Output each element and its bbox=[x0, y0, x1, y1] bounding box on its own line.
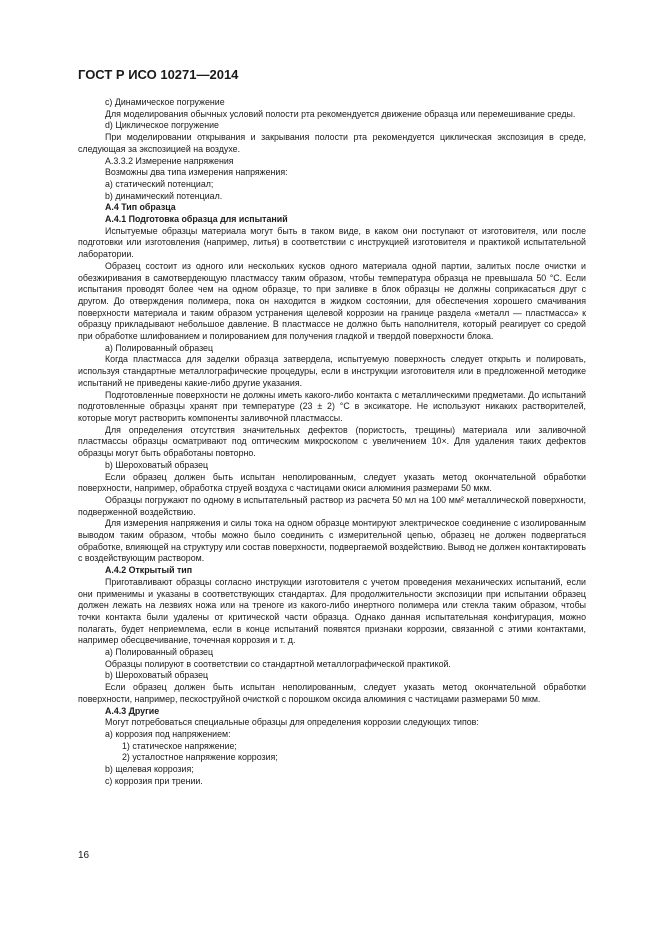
paragraph: Для моделирования обычных условий полости рта рекомендуется движение образца или перемешивание среды. bbox=[105, 108, 576, 119]
list-item: 2) усталостное напряжение коррозия; bbox=[122, 752, 278, 763]
section-heading: А.4.1 Подготовка образца для испытаний bbox=[105, 214, 288, 225]
paragraph: Если образец должен быть испытан неполированным, следует указать метод окончательной обработки поверхности, например, обработка струей воздуха с частицами окиси алюминия размерами 50 мкм. bbox=[78, 471, 586, 494]
paragraph: Возможны два типа измерения напряжения: bbox=[105, 167, 288, 178]
list-item: a) коррозия под напряжением: bbox=[105, 728, 231, 739]
document-body bbox=[78, 97, 586, 787]
list-item: b) Шероховатый образец bbox=[105, 459, 209, 470]
paragraph: Образцы полируют в соответствии со стандартной металлографической практикой. bbox=[105, 658, 451, 669]
list-item: c) коррозия при трении. bbox=[105, 775, 203, 786]
list-item: b) динамический потенциал. bbox=[105, 190, 223, 201]
paragraph: Когда пластмасса для заделки образца затвердела, испытуемую поверхность следует открыть и полировать, используя стандартные металлографические процедуры, если в инструкции изготовителя или в предложенной методике испытаний не приведены какие-либо другие указания. bbox=[78, 354, 586, 388]
list-item: b) щелевая коррозия; bbox=[105, 764, 194, 775]
standard-title: ГОСТ Р ИСО 10271—2014 bbox=[78, 67, 239, 82]
paragraph: Подготовленные поверхности не должны иметь какого-либо контакта с металлическими предметами. До испытаний подготовленные образцы хранят при температуре (23 ± 2) °С в эксикаторе. Не используют никаких растворителей, которые могут растворить компоненты заливочной пластмассы. bbox=[78, 389, 586, 423]
paragraph: При моделировании открывания и закрывания полости рта рекомендуется циклическая экспозиция в среде, следующая за экспозицией на воздухе. bbox=[78, 132, 586, 154]
paragraph: Приготавливают образцы согласно инструкции изготовителя с учетом проведения механических испытаний, если они применимы и указаны в соответствующих стандартах. Для продолжительности экспозиции при испытании образец должен лежать на лезвиях ножа или на треноге из какого-либо инертного полимера или стекла таким образом, чтобы точки контакта были удалены от критической части образца. Однако данная испытательная конфигурация, можно полагать, будет неприемлема, если в конце испытаний появятся признаки коррозии, связанной с этими контактами, например обесцвечивание, точечная коррозия и т. д. bbox=[78, 576, 586, 646]
paragraph: Если образец должен быть испытан неполированным, следует указать метод окончательной обработки поверхности, например, пескоструйной очисткой с порошком оксида алюминия с частицами размерами 50 мкм. bbox=[78, 682, 586, 704]
page-number: 16 bbox=[78, 850, 90, 861]
paragraph: Образец состоит из одного или нескольких кусков одного материала одной партии, залитых после очистки и обезжиривания в самотвердеющую пластмассу таким образом, чтобы температура образца не превышала 50 °С. Если испытания проводят более чем на одном образце, то при заливке в блок образцы не должны соприкасаться друг с другом. До отверждения полимера, пока он находится в жидком состоянии, для обеспечения хорошего смачивания поверхности материала и таким образом устранения щелевой коррозии на границе раздела «металл — пластмасса» к образцу прикладывают небольшое давление. В пластмассе не должно быть наполнителя, который реагирует со средой при обработке шлифованием и полированием для получения гладкой и твердой поверхности блока. bbox=[78, 260, 586, 342]
list-item: c) Динамическое погружение bbox=[105, 97, 225, 107]
list-item: 1) статическое напряжение; bbox=[122, 740, 237, 751]
section-heading: А.4.2 Открытый тип bbox=[105, 565, 193, 576]
paragraph: Могут потребоваться специальные образцы для определения коррозии следующих типов: bbox=[105, 717, 479, 728]
paragraph: Для определения отсутствия значительных дефектов (пористость, трещины) материала или заливочной пластмассы образцы осматривают под оптическим микроскопом с увеличением 10×. Для удаления таких дефектов образцы могут быть обработаны повторно. bbox=[78, 424, 586, 459]
section-heading: А.4.3 Другие bbox=[105, 705, 160, 716]
paragraph: Для измерения напряжения и силы тока на одном образце монтируют электрическое соединение с изолированным выводом таким образом, чтобы можно было соединить с измерительной цепью, образец не должен подвергаться обработке, влияющей на структуру или состав поверхности, подвергаемой воздействию. Вывод не должен контактировать с воздействующим раствором. bbox=[78, 518, 586, 564]
list-item: a) Полированный образец bbox=[105, 342, 214, 353]
section-heading: А.4 Тип образца bbox=[105, 202, 176, 213]
subsection-heading: А.3.3.2 Измерение напряжения bbox=[105, 155, 234, 166]
paragraph: Образцы погружают по одному в испытательный раствор из расчета 50 мл на 100 мм² металлической поверхности, подверженной воздействию. bbox=[78, 494, 586, 517]
paragraph: Испытуемые образцы материала могут быть в таком виде, в каком они поступают от изготовителя, или после подготовки или изготовления (например, литья) в соответствии с инструкцией изготовителя и практикой испытательной лаборатории. bbox=[78, 225, 586, 260]
list-item: a) Полированный образец bbox=[105, 647, 214, 658]
list-item: b) Шероховатый образец bbox=[105, 670, 209, 681]
list-item: a) статический потенциал; bbox=[105, 178, 214, 189]
list-item: d) Циклическое погружение bbox=[105, 120, 219, 131]
